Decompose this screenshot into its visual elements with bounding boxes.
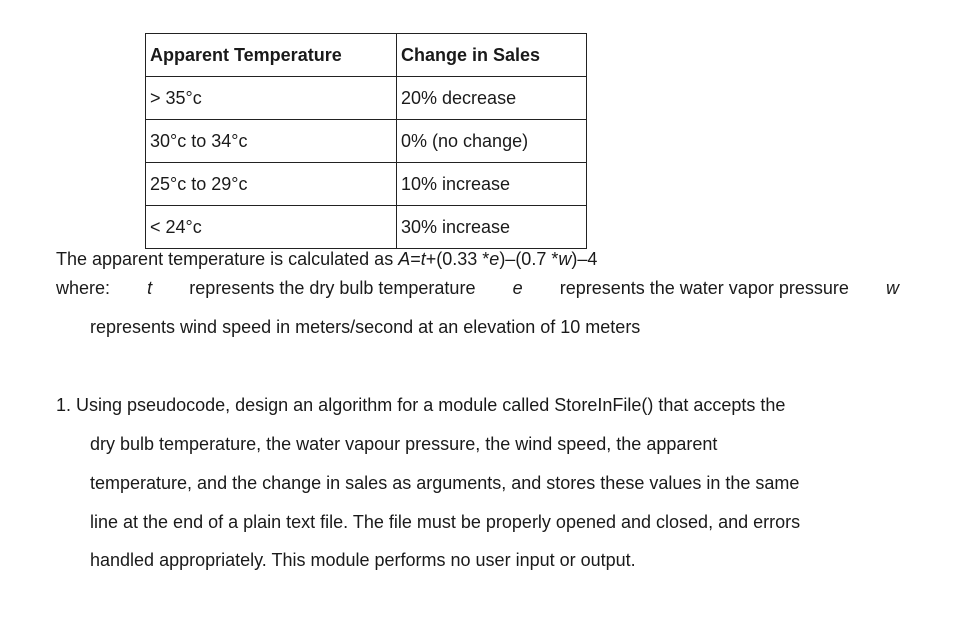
table-cell: < 24°c [146,206,397,249]
header-apparent-temperature: Apparent Temperature [146,34,397,77]
where-e-text: represents the water vapor pressure [559,278,849,298]
where-var-w: w [886,278,899,298]
where-line-2: represents wind speed in meters/second at an elevation of 10 meters [90,317,641,337]
table-cell: 30% increase [397,206,587,249]
table-row [146,120,587,163]
where-var-e: e [512,278,523,298]
formula-end: )–4 [571,249,598,269]
where-label: where: [56,278,111,298]
where-t-text: represents the dry bulb temperature [189,278,476,298]
formula-plus: +(0.33 * [425,249,490,269]
formula-eq: = [410,249,421,269]
table-cell: > 35°c [146,77,397,120]
formula-line [56,249,597,270]
formula-var-t: t [420,249,426,269]
sales-change-table [145,33,587,249]
formula-prefix: The apparent temperature is calculated as [56,249,399,269]
formula-minus: )–(0.7 * [499,249,559,269]
question-line-2: dry bulb temperature, the water vapour pressure, the wind speed, the apparent [90,434,718,454]
table-cell: 10% increase [397,163,587,206]
table-header-row [146,34,587,77]
table-row [146,77,587,120]
formula-var-a: A [398,249,411,269]
formula-var-e: e [489,249,500,269]
question-line-3: temperature, and the change in sales as arguments, and stores these values in the same [90,473,800,493]
formula-var-w: w [558,249,572,269]
table-cell: 20% decrease [397,77,587,120]
table-cell: 0% (no change) [397,120,587,163]
table-row [146,163,587,206]
question-line-5: handled appropriately. This module performs no user input or output. [90,550,636,570]
question-line-4: line at the end of a plain text file. The file must be properly opened and closed, and errors [90,512,801,532]
header-change-in-sales: Change in Sales [397,34,587,77]
table-cell: 25°c to 29°c [146,163,397,206]
table-cell: 30°c to 34°c [146,120,397,163]
table-row [146,206,587,249]
where-line [56,278,899,299]
question-line-1: 1. Using pseudocode, design an algorithm for a module called StoreInFile() that accepts the [56,395,786,415]
where-var-t: t [147,278,153,298]
